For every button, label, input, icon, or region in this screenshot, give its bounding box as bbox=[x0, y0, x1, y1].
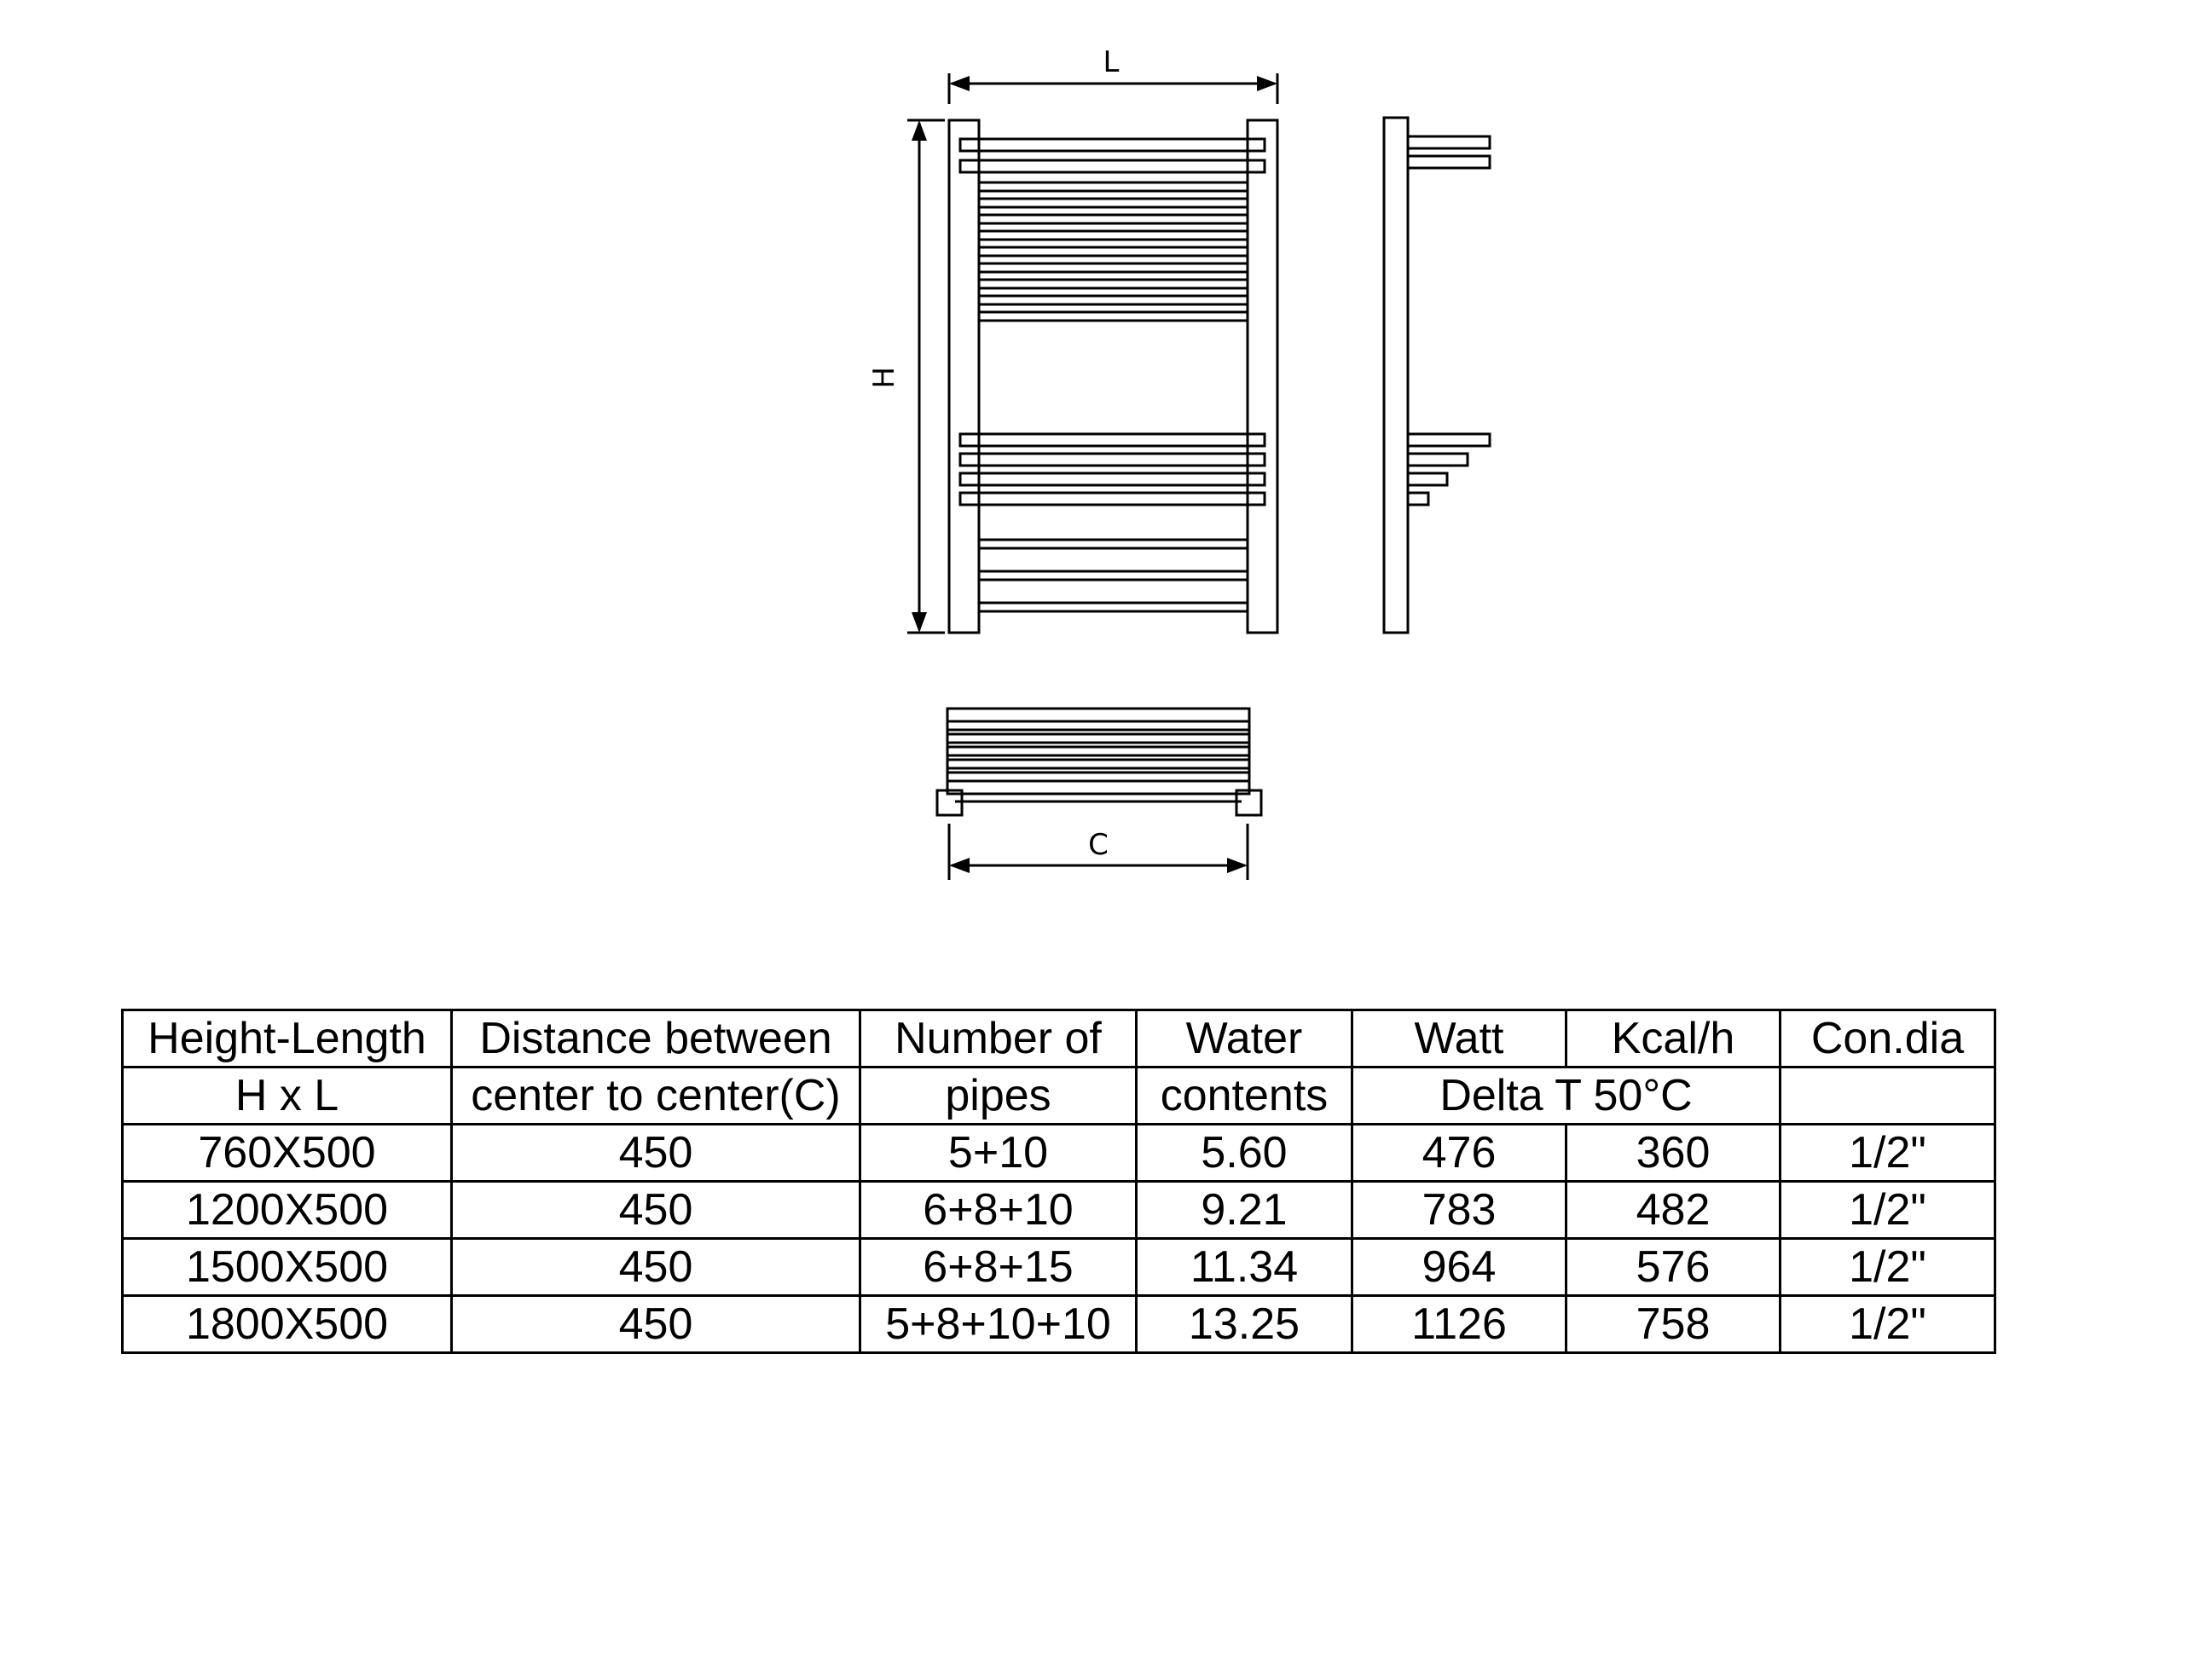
front-view bbox=[949, 120, 1277, 633]
cell-kcal: 758 bbox=[1566, 1296, 1781, 1353]
cell-con-dia: 1/2" bbox=[1781, 1182, 1995, 1239]
cell-size: 1200X500 bbox=[123, 1182, 452, 1239]
header-row-2 bbox=[123, 1068, 1995, 1125]
center-label: C bbox=[1088, 828, 1109, 862]
cell-kcal: 576 bbox=[1566, 1239, 1781, 1296]
cell-water: 11.34 bbox=[1137, 1239, 1352, 1296]
header-center-to-center: center to center(C) bbox=[452, 1068, 860, 1125]
cell-pipes: 6+8+10 bbox=[860, 1182, 1137, 1239]
cell-pipes: 5+8+10+10 bbox=[860, 1296, 1137, 1353]
cell-center-distance: 450 bbox=[452, 1239, 860, 1296]
header-delta-t: Delta T 50°C bbox=[1352, 1068, 1781, 1125]
header-kcal: Kcal/h bbox=[1566, 1010, 1781, 1068]
cell-kcal: 482 bbox=[1566, 1182, 1781, 1239]
side-view bbox=[1384, 118, 1490, 633]
table-row bbox=[123, 1239, 1995, 1296]
top-view bbox=[937, 709, 1261, 815]
header-water: Water bbox=[1137, 1010, 1352, 1068]
cell-size: 760X500 bbox=[123, 1125, 452, 1182]
header-distance-between: Distance between bbox=[452, 1010, 860, 1068]
cell-center-distance: 450 bbox=[452, 1182, 860, 1239]
side-upright bbox=[1384, 118, 1408, 633]
cell-water: 5.60 bbox=[1137, 1125, 1352, 1182]
cell-watt: 964 bbox=[1352, 1239, 1566, 1296]
table-row bbox=[123, 1182, 1995, 1239]
cell-pipes: 6+8+15 bbox=[860, 1239, 1137, 1296]
header-row-1 bbox=[123, 1010, 1995, 1068]
cell-size: 1800X500 bbox=[123, 1296, 452, 1353]
lower-inner-bars bbox=[979, 540, 1248, 611]
length-label: L bbox=[1103, 45, 1120, 79]
height-dimension bbox=[907, 120, 945, 633]
cell-con-dia: 1/2" bbox=[1781, 1125, 1995, 1182]
cell-kcal: 360 bbox=[1566, 1125, 1781, 1182]
right-upright-pipe bbox=[1248, 120, 1277, 633]
cell-water: 13.25 bbox=[1137, 1296, 1352, 1353]
header-height-length: Height-Length bbox=[123, 1010, 452, 1068]
upper-wide-bars bbox=[960, 139, 1265, 172]
specification-table bbox=[121, 1009, 1996, 1354]
left-upright-pipe bbox=[949, 120, 979, 633]
table-row bbox=[123, 1296, 1995, 1353]
cell-water: 9.21 bbox=[1137, 1182, 1352, 1239]
header-number-of: Number of bbox=[860, 1010, 1137, 1068]
cell-pipes: 5+10 bbox=[860, 1125, 1137, 1182]
header-contents: contents bbox=[1137, 1068, 1352, 1125]
header-con-dia-blank bbox=[1781, 1068, 1995, 1125]
upper-inner-bars bbox=[979, 182, 1248, 321]
header-hxl: H x L bbox=[123, 1068, 452, 1125]
cell-size: 1500X500 bbox=[123, 1239, 452, 1296]
cell-con-dia: 1/2" bbox=[1781, 1239, 1995, 1296]
height-label: H bbox=[867, 367, 901, 389]
cell-watt: 1126 bbox=[1352, 1296, 1566, 1353]
cell-center-distance: 450 bbox=[452, 1296, 860, 1353]
header-con-dia: Con.dia bbox=[1781, 1010, 1995, 1068]
lower-wide-bars bbox=[960, 434, 1265, 505]
header-watt: Watt bbox=[1352, 1010, 1566, 1068]
cell-watt: 783 bbox=[1352, 1182, 1566, 1239]
cell-center-distance: 450 bbox=[452, 1125, 860, 1182]
header-pipes: pipes bbox=[860, 1068, 1137, 1125]
cell-watt: 476 bbox=[1352, 1125, 1566, 1182]
cell-con-dia: 1/2" bbox=[1781, 1296, 1995, 1353]
table-row bbox=[123, 1125, 1995, 1182]
